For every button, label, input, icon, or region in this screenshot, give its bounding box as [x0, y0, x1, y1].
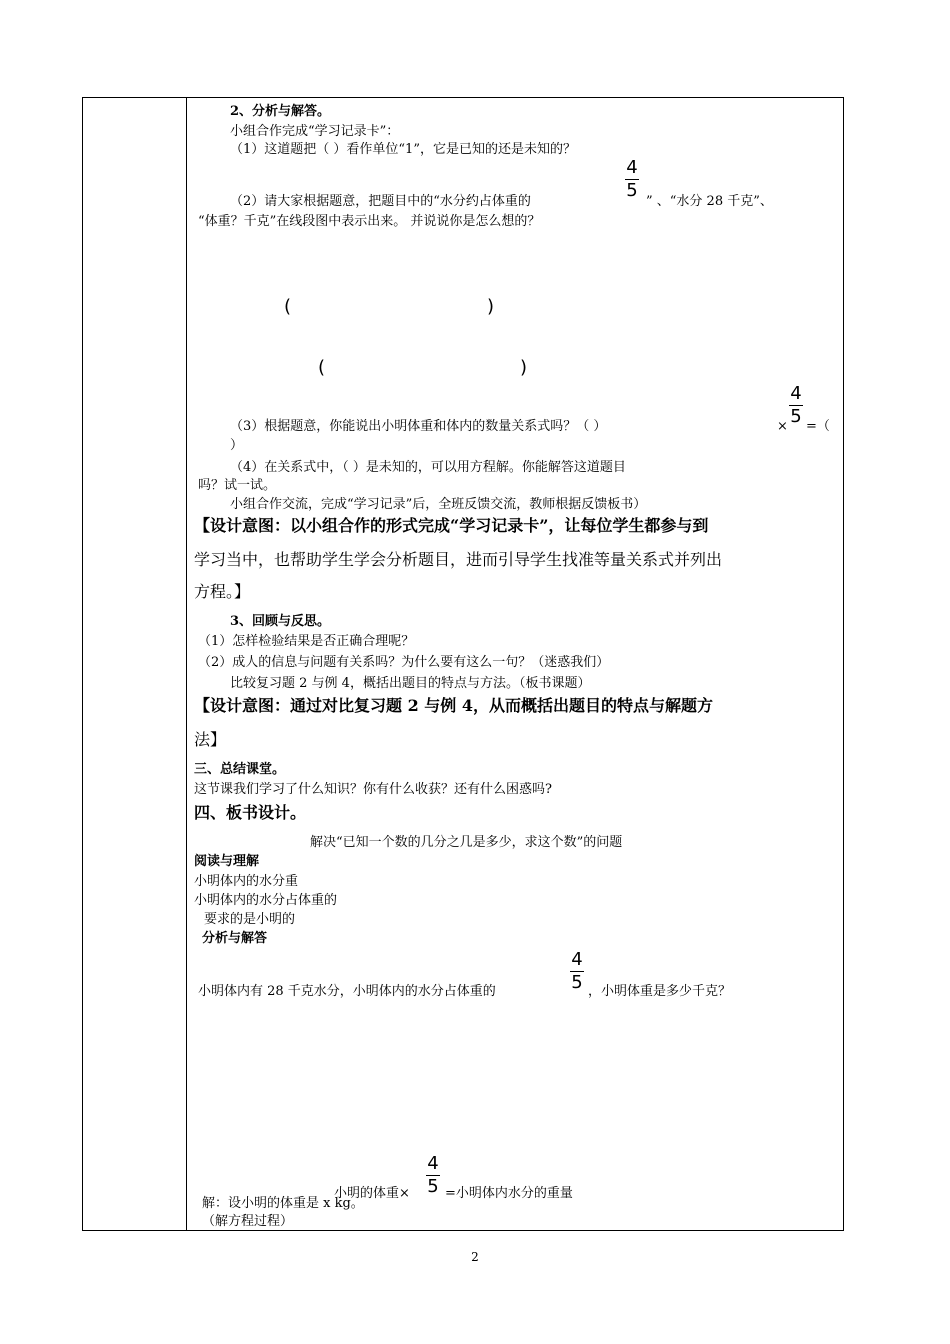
- analyze-heading: 分析与解答: [202, 931, 268, 946]
- design-intent-1-text: 【设计意图：以小组合作的形式完成“学习记录卡”，让每位学生都参与到: [194, 516, 709, 535]
- design-intent-1-line-1: [194, 516, 708, 536]
- board-title: 解决“已知一个数的几分之几是多少，求这个数”的问题: [310, 835, 623, 850]
- question-3-part-b: =（: [806, 419, 830, 434]
- fraction-numerator: 4: [571, 949, 583, 970]
- question-2-part-c: “体重？千克”在线段图中表示出来。 并说说你是怎么想的？: [198, 214, 541, 229]
- reflect-2: （2）成人的信息与问题有关系吗？为什么要有这么一句？（迷惑我们）: [198, 655, 610, 670]
- fraction-four-fifths: [788, 384, 804, 427]
- exchange-text: 小组合作交流，完成“学习记录”后，全班反馈交流，教师根据反馈板书）: [230, 497, 647, 512]
- board-heading: 四、板书设计。: [194, 803, 307, 822]
- design-intent-2-line-1: [194, 696, 713, 716]
- design-intent-1-line-2: 学习当中，也帮助学生学会分析题目，进而引导学生找准等量关系式并列出: [194, 550, 723, 569]
- fraction-denominator: 5: [571, 972, 583, 993]
- design-intent-1-line-3: 方程。】: [194, 582, 251, 601]
- fraction-denominator: 5: [427, 1176, 439, 1197]
- column-divider: [186, 97, 187, 1231]
- equation-part-b: =小明体内水分的重量: [445, 1186, 573, 1201]
- section-3-heading: 3、回顾与反思。: [230, 614, 331, 629]
- fraction-numerator: 4: [626, 157, 638, 178]
- fraction-denominator: 5: [790, 406, 802, 427]
- fraction-numerator: 4: [790, 383, 802, 404]
- solution-process: （解方程过程）: [202, 1214, 294, 1229]
- fraction-four-fifths: [569, 950, 585, 993]
- question-3-part-a: （3）根据题意，你能说出小明体重和体内的数量关系式吗？（ ）: [230, 419, 607, 434]
- question-4-part-b: 吗？试一试。: [198, 478, 277, 493]
- summary-text: 这节课我们学习了什么知识？你有什么收获？还有什么困惑吗?: [194, 782, 552, 797]
- fraction-numerator: 4: [427, 1153, 439, 1174]
- design-intent-2-text: 【设计意图：通过对比复习题 2 与例 4，从而概括出题目的特点与解题方: [194, 696, 713, 715]
- blank-paren-open: (: [318, 357, 326, 378]
- page-number: 2: [471, 1250, 479, 1264]
- fraction-four-fifths: [425, 1154, 441, 1197]
- summary-heading: 三、总结课堂。: [194, 762, 286, 777]
- reflect-1: （1）怎样检验结果是否正确合理呢？: [198, 634, 415, 649]
- compare-text: 比较复习题 2 与例 4，概括出题目的特点与方法。（板书课题）: [230, 676, 591, 691]
- question-3-part-c: ）: [230, 438, 244, 453]
- board-line-2: 小明体内的水分占体重的: [194, 893, 338, 908]
- question-1: （1）这道题把（ ）看作单位“1”，它是已知的还是未知的？: [230, 142, 576, 157]
- intro-text: 小组合作完成“学习记录卡”：: [230, 124, 400, 139]
- fraction-denominator: 5: [626, 180, 638, 201]
- solution-text: 解：设小明的体重是 x kg。: [202, 1196, 364, 1211]
- question-2-part-a: （2）请大家根据题意，把题目中的“水分约占体重的: [230, 194, 531, 209]
- blank-paren-open: (: [284, 296, 292, 317]
- board-line-1: 小明体内的水分重: [194, 874, 299, 889]
- blank-paren-close: ): [487, 296, 495, 317]
- equation-part-a: 小明的体重×: [334, 1186, 410, 1201]
- read-understand-heading: 阅读与理解: [194, 854, 260, 869]
- question-2-part-b: ” 、“水分 28 千克”、: [646, 194, 773, 209]
- blank-paren-close: ): [520, 357, 528, 378]
- section-2-heading: 2、分析与解答。: [230, 104, 331, 119]
- question-4-part-a: （4）在关系式中，（ ）是未知的，可以用方程解。你能解答这道题目: [230, 460, 626, 475]
- problem-statement-part-b: ，小明体重是多少千克？: [588, 984, 732, 999]
- board-line-3: 要求的是小明的: [204, 912, 296, 927]
- times-sign: ×: [777, 419, 788, 434]
- fraction-four-fifths: [624, 158, 640, 201]
- problem-statement-part-a: 小明体内有 28 千克水分，小明体内的水分占体重的: [198, 984, 496, 999]
- design-intent-2-line-2: 法】: [194, 730, 227, 749]
